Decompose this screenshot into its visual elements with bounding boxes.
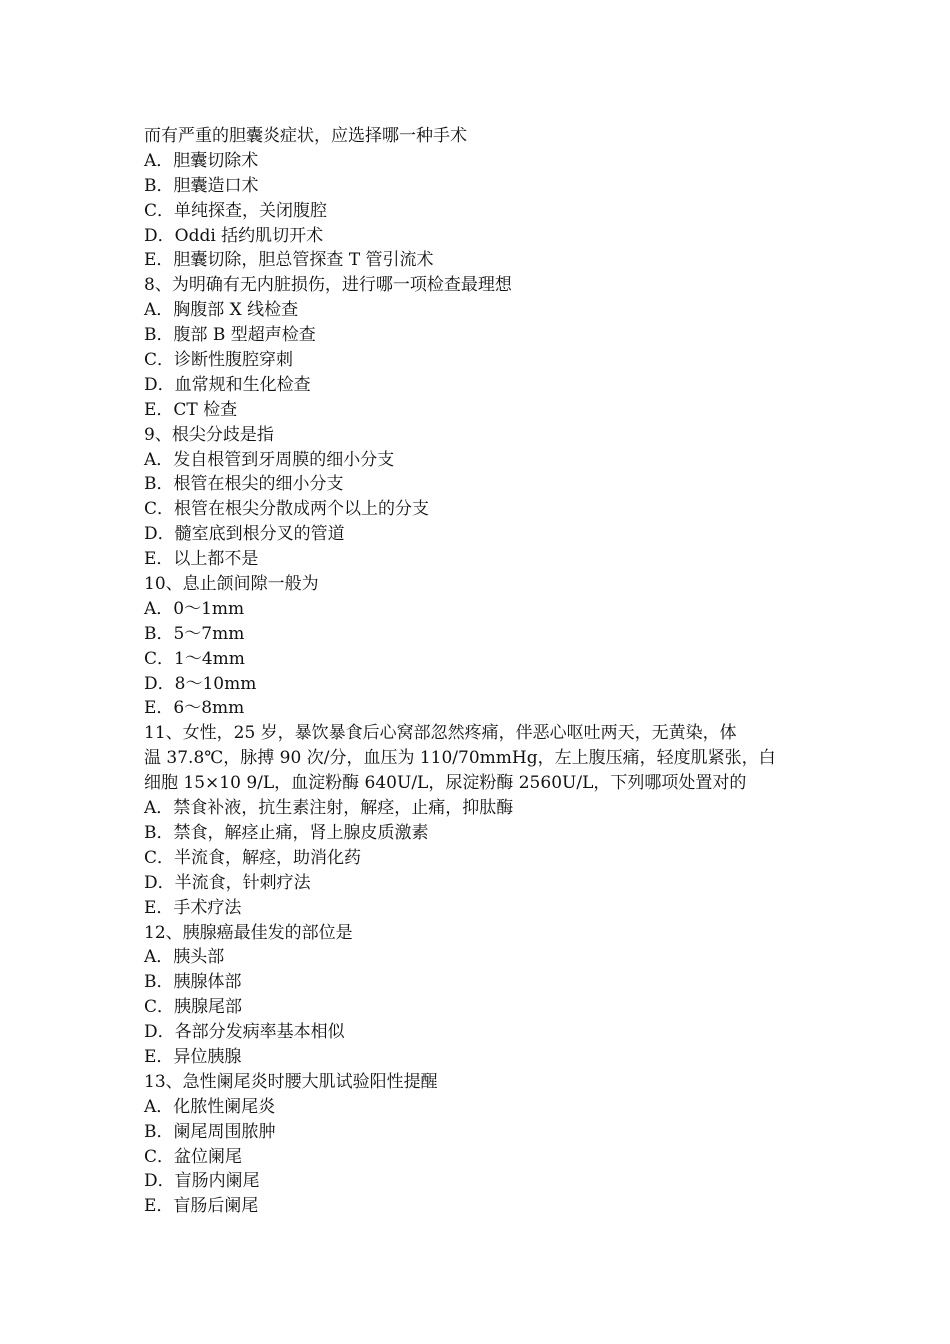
document-body bbox=[144, 124, 808, 1219]
option-line: D．髓室底到根分叉的管道 bbox=[144, 524, 345, 545]
option-line: E．盲肠后阑尾 bbox=[144, 1196, 259, 1217]
question-line: 11、女性，25 岁，暴饮暴食后心窝部忽然疼痛，伴恶心呕吐两天，无黄染，体 bbox=[144, 723, 737, 744]
option-line: E．手术疗法 bbox=[144, 897, 242, 918]
option-line: D．各部分发病率基本相似 bbox=[144, 1022, 345, 1043]
option-line: A．禁食补液，抗生素注射，解痉，止痛，抑肽酶 bbox=[144, 798, 514, 819]
option-line: D．半流食，针刺疗法 bbox=[144, 872, 311, 893]
text-line: 而有严重的胆囊炎症状，应选择哪一种手术 bbox=[144, 126, 467, 146]
option-line: B．胰腺体部 bbox=[144, 972, 242, 993]
option-line: E．胆囊切除，胆总管探查 T 管引流术 bbox=[144, 250, 434, 271]
option-line: B．禁食，解痉止痛，肾上腺皮质激素 bbox=[144, 822, 429, 843]
question-line: 13、急性阑尾炎时腰大肌试验阳性提醒 bbox=[144, 1071, 438, 1092]
option-line: C．盆位阑尾 bbox=[144, 1146, 243, 1167]
option-line: A．胰头部 bbox=[144, 947, 225, 968]
option-line: B．阑尾周围脓肿 bbox=[144, 1121, 276, 1142]
question-line: 细胞 15×10 9/L，血淀粉酶 640U/L，尿淀粉酶 2560U/L，下列哪项处置对的 bbox=[144, 773, 747, 794]
option-line: E．以上都不是 bbox=[144, 549, 259, 570]
option-line: A．化脓性阑尾炎 bbox=[144, 1096, 276, 1117]
option-line: A．胆囊切除术 bbox=[144, 150, 259, 171]
option-line: D．8～10mm bbox=[144, 673, 257, 694]
question-line: 10、息止颌间隙一般为 bbox=[144, 574, 319, 595]
option-line: C．1～4mm bbox=[144, 648, 245, 669]
option-line: C．诊断性腹腔穿刺 bbox=[144, 350, 294, 371]
option-line: B．腹部 B 型超声检查 bbox=[144, 325, 316, 346]
option-line: C．半流食，解痉，助消化药 bbox=[144, 847, 362, 868]
question-line: 温 37.8℃，脉搏 90 次/分，血压为 110/70mmHg，左上腹压痛，轻度肌紧张，白 bbox=[144, 748, 776, 769]
option-line: B．5～7mm bbox=[144, 623, 245, 644]
option-line: C．根管在根尖分散成两个以上的分支 bbox=[144, 499, 430, 520]
option-line: C．单纯探查，关闭腹腔 bbox=[144, 200, 328, 221]
option-line: A．胸腹部 X 线检查 bbox=[144, 300, 299, 321]
option-line: A．发自根管到牙周膜的细小分支 bbox=[144, 449, 395, 470]
option-line: D．Oddi 括约肌切开术 bbox=[144, 225, 324, 246]
question-line: 8、为明确有无内脏损伤，进行哪一项检查最理想 bbox=[144, 275, 512, 296]
question-line: 9、根尖分歧是指 bbox=[144, 424, 274, 445]
option-line: B．根管在根尖的细小分支 bbox=[144, 474, 344, 495]
option-line: A．0～1mm bbox=[144, 598, 245, 619]
option-line: D．血常规和生化检查 bbox=[144, 374, 311, 395]
option-line: C．胰腺尾部 bbox=[144, 997, 243, 1018]
option-line: B．胆囊造口术 bbox=[144, 175, 259, 196]
option-line: E．CT 检查 bbox=[144, 399, 238, 420]
question-line: 12、胰腺癌最佳发的部位是 bbox=[144, 922, 353, 943]
option-line: E．异位胰腺 bbox=[144, 1046, 242, 1067]
option-line: D．盲肠内阑尾 bbox=[144, 1171, 260, 1192]
option-line: E．6～8mm bbox=[144, 698, 245, 719]
